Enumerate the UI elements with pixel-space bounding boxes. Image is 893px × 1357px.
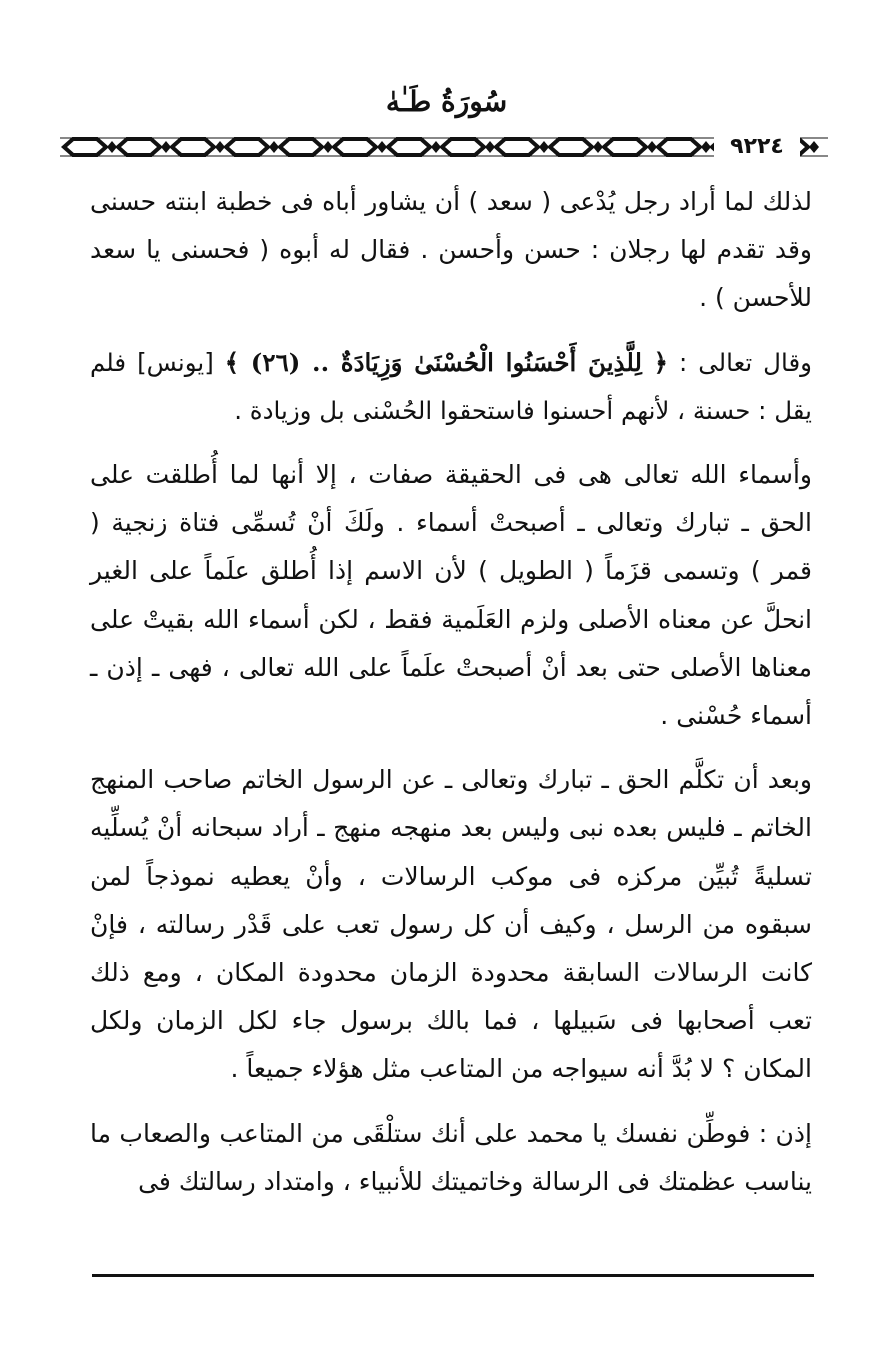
chain-link-9 bbox=[550, 139, 592, 155]
page-number: ٩٢٢٤ bbox=[714, 130, 800, 164]
verse-reference: [يونس] bbox=[126, 347, 225, 377]
footer-rule bbox=[92, 1274, 814, 1277]
surah-title: سُورَةُ طَـٰهٰ bbox=[385, 85, 508, 118]
chain-diamond-13 bbox=[809, 141, 819, 153]
quran-verse: ﴿ لِلَّذِينَ أَحْسَنُوا الْحُسْنَىٰ وَزِيَادَةٌ .. (٢٦) ﴾ bbox=[224, 347, 669, 377]
chain-link-2 bbox=[172, 139, 214, 155]
chain-link-6 bbox=[388, 139, 430, 155]
chain-link-8 bbox=[496, 139, 538, 155]
verse-continuation: فلم يقل : حسنة ، لأنهم أحسنوا فاستحقوا الحُسْنى بل وزيادة . bbox=[90, 347, 812, 425]
paragraph-4: إذن : فوطِّن نفسك يا محمد على أنك ستلْقَى من المتاعب والصعاب ما يناسب عظمتك فى الرسالة وخاتميتك للأنبياء ، وامتداد رسالتك فى bbox=[90, 1118, 812, 1196]
chain-link-5 bbox=[334, 139, 376, 155]
chain-link-4 bbox=[280, 139, 322, 155]
paragraph-verse bbox=[90, 339, 812, 435]
paragraph-2: وأسماء الله تعالى هى فى الحقيقة صفات ، إلا أنها لما أُطلقت على الحق ـ تبارك وتعالى ـ أصبحتْ أسماء . ولَكَ أنْ تُسمِّى فتاة زنجية ( قمر ) وتسمى قزَماً ( الطويل ) لأن الاسم إذا أُطلق علَماً على الغير انحلَّ عن معناه الأصلى ولزم العَلَمية فقط ، لكن أسماء الله بقيتْ على معناها الأصلى حتى بعد أنْ أصبحتْ علَماً على الله تعالى ، فهى ـ إذن ـ أسماء حُسْنى . bbox=[90, 460, 812, 731]
chain-ornament bbox=[60, 130, 828, 164]
page-body bbox=[90, 178, 812, 1222]
ornamental-header-band bbox=[60, 130, 828, 164]
chain-link-3 bbox=[226, 139, 268, 155]
paragraph-1: لذلك لما أراد رجل يُدْعى ( سعد ) أن يشاور أباه فى خطبة ابنته حسنى وقد تقدم لها رجلان : حسن وأحسن . فقال له أبوه ( فحسنى يا سعد للأحسن ) . bbox=[90, 187, 812, 313]
chain-link-10 bbox=[604, 139, 646, 155]
chain-link-0 bbox=[64, 139, 106, 155]
chain-link-11 bbox=[658, 139, 700, 155]
chain-link-7 bbox=[442, 139, 484, 155]
verse-intro: وقال تعالى : bbox=[668, 347, 812, 377]
paragraph-3: وبعد أن تكلَّم الحق ـ تبارك وتعالى ـ عن الرسول الخاتم صاحب المنهج الخاتم ـ فليس بعده نبى وليس بعد منهجه منهج ـ أراد سبحانه أنْ يُسلِّيه تسليةً تُبيِّن مركزه فى موكب الرسالات ، وأنْ يعطيه نموذجاً لمن سبقوه من الرسل ، وكيف أن كل رسول تعب على قَدْر رسالته ، فإنْ كانت الرسالات السابقة محدودة الزمان محدودة المكان ، ومع ذلك تعب أصحابها فى سَبيلها ، فما بالك برسول جاء لكل الزمان ولكل المكان ؟ لا بُدَّ أنه سيواجه من المتاعب مثل هؤلاء جميعاً . bbox=[90, 765, 812, 1084]
chain-link-1 bbox=[118, 139, 160, 155]
